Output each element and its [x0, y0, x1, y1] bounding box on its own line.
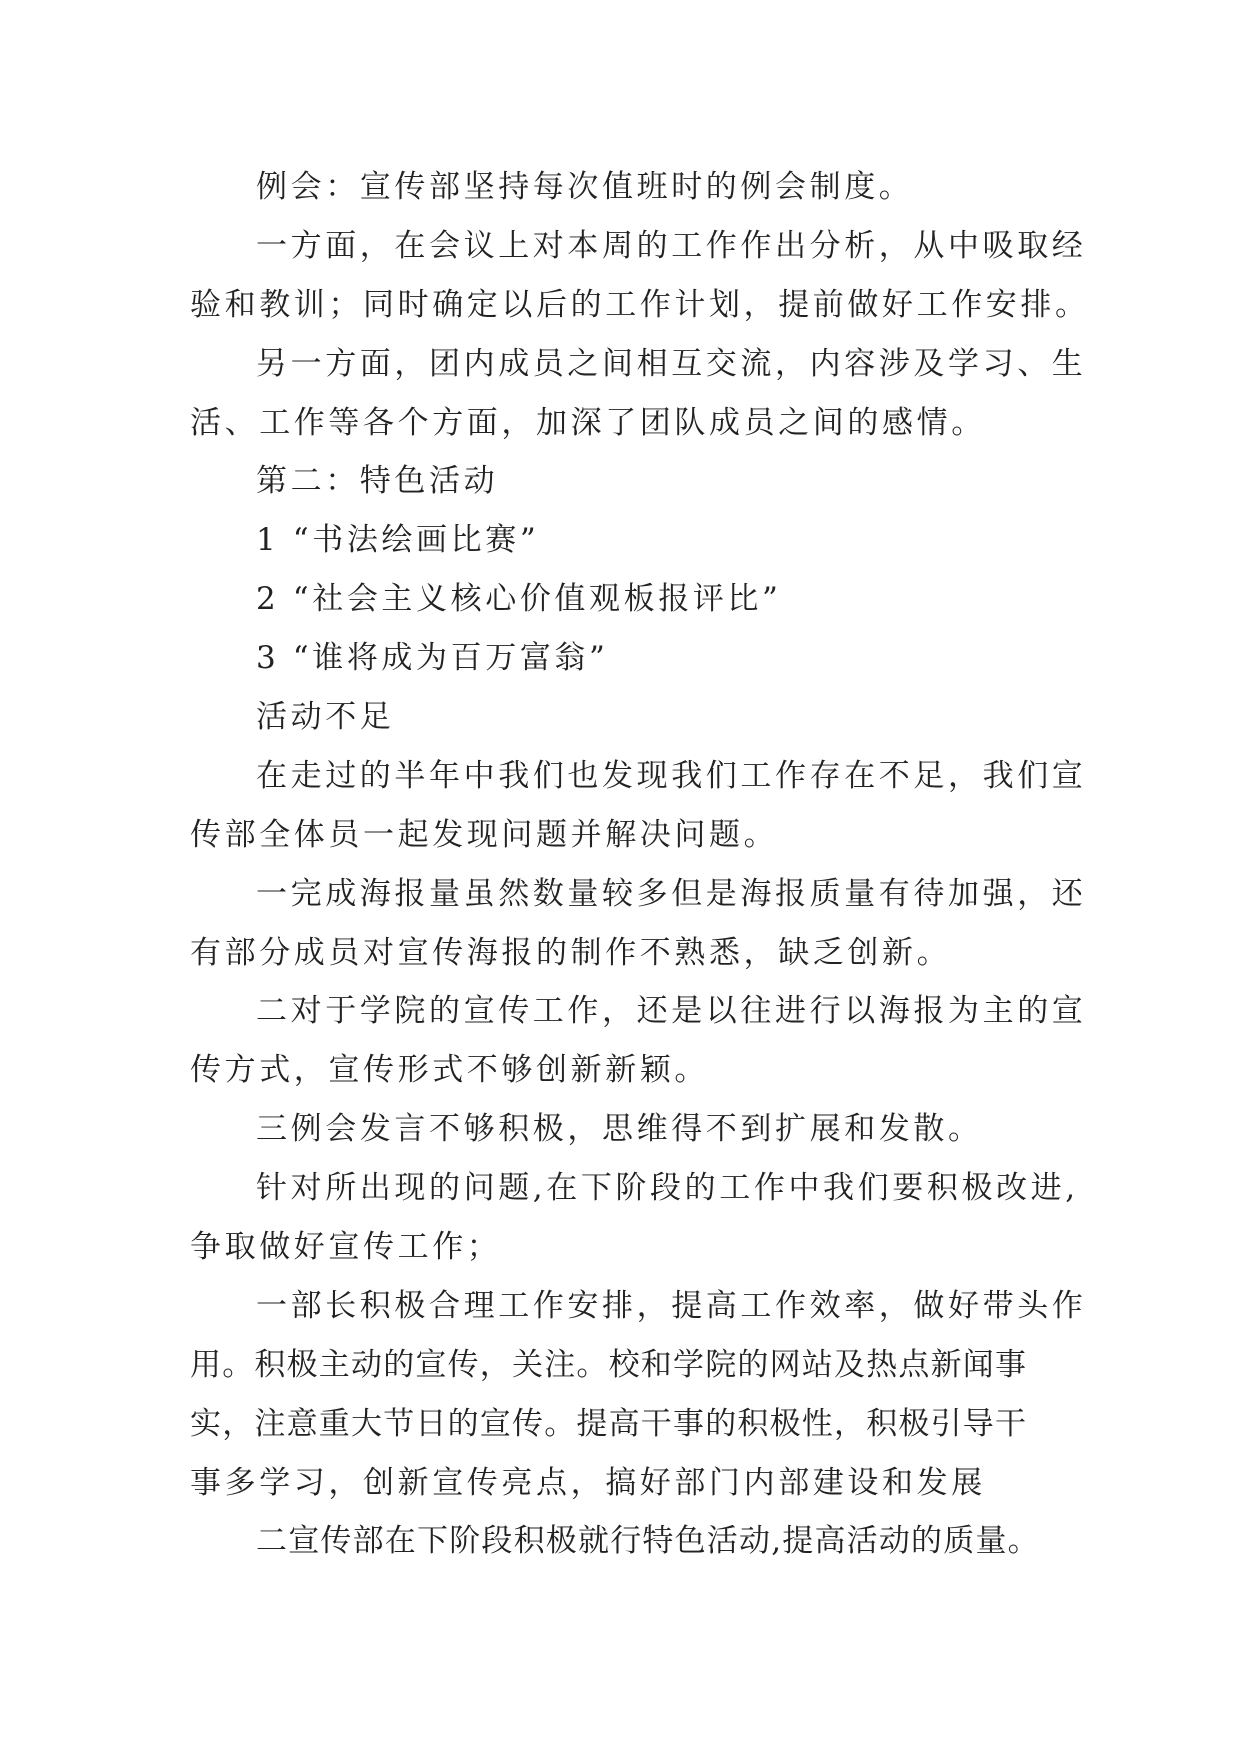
paragraph-line: 三例会发言不够积极，思维得不到扩展和发散。 — [256, 1111, 983, 1148]
paragraph-line: 活、工作等各个方面，加深了团队成员之间的感情。 — [190, 404, 986, 441]
section-heading: 活动不足 — [256, 699, 395, 736]
paragraph-line: 验和教训；同时确定以后的工作计划，提前做好工作安排。 — [190, 286, 1090, 323]
paragraph-line: 事多学习，创新宣传亮点，搞好部门内部建设和发展 — [190, 1464, 986, 1501]
list-item: 2 “社会主义核心价值观板报评比” — [256, 581, 782, 618]
list-item: 3 “谁将成为百万富翁” — [256, 640, 609, 677]
paragraph-line: 传部全体员一起发现问题并解决问题。 — [190, 816, 779, 853]
paragraph-line: 二宣传部在下阶段积极就行特色活动,提高活动的质量。 — [256, 1523, 1040, 1560]
paragraph-line: 实，注意重大节日的宣传。提高干事的积极性，积极引导干 — [190, 1405, 1028, 1442]
paragraph-line: 有部分成员对宣传海报的制作不熟悉，缺乏创新。 — [190, 934, 952, 971]
paragraph-line: 另一方面，团内成员之间相互交流，内容涉及学习、生 — [256, 345, 1087, 382]
section-heading: 第二：特色活动 — [256, 463, 499, 500]
paragraph-line: 传方式，宣传形式不够创新新颖。 — [190, 1052, 709, 1089]
document-body — [190, 158, 1090, 1571]
paragraph-line: 在走过的半年中我们也发现我们工作存在不足，我们宣 — [256, 757, 1087, 794]
paragraph-line: 用。积极主动的宣传，关注。校和学院的网站及热点新闻事 — [190, 1346, 1028, 1383]
paragraph-line: 争取做好宣传工作； — [190, 1229, 502, 1266]
paragraph-line: 例会：宣传部坚持每次值班时的例会制度。 — [256, 169, 914, 205]
paragraph-line: 一方面，在会议上对本周的工作作出分析，从中吸取经 — [256, 227, 1087, 264]
paragraph-line: 二对于学院的宣传工作，还是以往进行以海报为主的宣 — [256, 993, 1087, 1030]
paragraph-line: 一部长积极合理工作安排，提高工作效率，做好带头作 — [256, 1287, 1087, 1324]
paragraph-line: 针对所出现的问题,在下阶段的工作中我们要积极改进, — [256, 1170, 1079, 1207]
paragraph-line: 一完成海报量虽然数量较多但是海报质量有待加强，还 — [256, 875, 1087, 912]
list-item: 1 “书法绘画比赛” — [256, 522, 540, 559]
